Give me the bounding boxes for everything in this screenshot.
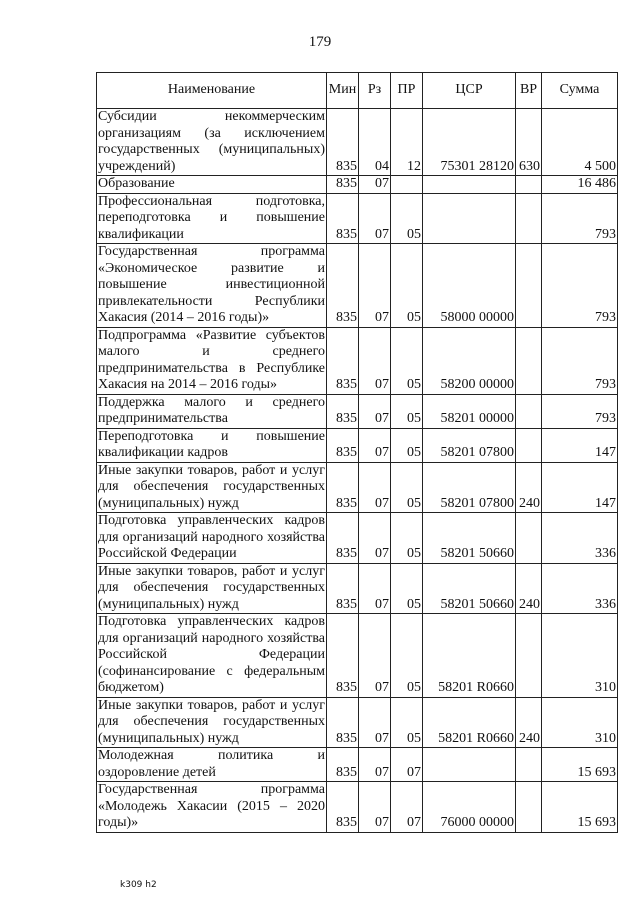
row-rz: 07 — [359, 244, 391, 328]
row-min: 835 — [327, 109, 359, 176]
row-rz: 04 — [359, 109, 391, 176]
row-rz: 07 — [359, 697, 391, 748]
row-pr: 05 — [391, 462, 423, 513]
row-csr — [423, 193, 516, 244]
row-pr: 07 — [391, 782, 423, 833]
row-pr: 05 — [391, 394, 423, 428]
row-name: Государственная программа «Экономическое развитие и повышение инвестиционной привлекательности Республики Хакасия (2014 – 2016 годы)» — [98, 244, 325, 325]
footer-code: k309 h2 — [120, 880, 157, 890]
table-row — [97, 109, 618, 176]
row-name: Государственная программа «Молодежь Хакасии (2015 – 2020 годы)» — [98, 782, 325, 830]
row-sum: 336 — [542, 513, 618, 564]
row-rz: 07 — [359, 614, 391, 698]
row-rz: 07 — [359, 462, 391, 513]
row-pr: 05 — [391, 614, 423, 698]
row-sum: 336 — [542, 563, 618, 614]
row-vr — [516, 428, 542, 462]
row-sum: 793 — [542, 244, 618, 328]
table-row — [97, 614, 618, 698]
row-min: 835 — [327, 327, 359, 394]
row-rz: 07 — [359, 394, 391, 428]
row-csr: 58201 00000 — [423, 394, 516, 428]
header-rz: Рз — [359, 73, 391, 109]
row-vr: 240 — [516, 697, 542, 748]
table-row — [97, 697, 618, 748]
row-pr: 05 — [391, 513, 423, 564]
row-sum: 147 — [542, 462, 618, 513]
page-number: 179 — [308, 34, 332, 50]
row-name: Образование — [97, 176, 327, 194]
header-pr: ПР — [391, 73, 423, 109]
row-sum: 16 486 — [542, 176, 618, 194]
row-name: Подготовка управленческих кадров для организаций народного хозяйства Российской Федерации (софинансирование с федеральным бюджетом) — [98, 614, 325, 695]
row-pr: 05 — [391, 193, 423, 244]
row-vr — [516, 394, 542, 428]
row-pr: 05 — [391, 244, 423, 328]
row-min: 835 — [327, 428, 359, 462]
table-row — [97, 244, 618, 328]
row-vr: 630 — [516, 109, 542, 176]
row-name: Иные закупки товаров, работ и услуг для обеспечения государственных (муниципальных) нужд — [98, 697, 325, 746]
header-sum: Сумма — [542, 73, 618, 109]
header-csr: ЦСР — [423, 73, 516, 109]
row-pr: 05 — [391, 563, 423, 614]
row-sum: 310 — [542, 614, 618, 698]
row-vr — [516, 748, 542, 782]
table-row — [97, 394, 618, 428]
row-vr — [516, 244, 542, 328]
row-min: 835 — [327, 782, 359, 833]
row-min: 835 — [327, 748, 359, 782]
row-vr — [516, 176, 542, 194]
row-vr — [516, 513, 542, 564]
table-row — [97, 327, 618, 394]
row-pr: 07 — [391, 748, 423, 782]
row-name: Иные закупки товаров, работ и услуг для обеспечения государственных (муниципальных) нужд — [98, 563, 325, 612]
row-rz: 07 — [359, 513, 391, 564]
row-rz: 07 — [359, 748, 391, 782]
row-name: Профессиональная подготовка, переподготовка и повышение квалификации — [98, 193, 325, 242]
row-sum: 15 693 — [542, 782, 618, 833]
row-csr: 58201 50660 — [423, 513, 516, 564]
row-name: Иные закупки товаров, работ и услуг для обеспечения государственных (муниципальных) нужд — [98, 462, 325, 511]
table-row — [97, 193, 618, 244]
row-csr: 76000 00000 — [423, 782, 516, 833]
row-name: Подпрограмма «Развитие субъектов малого и среднего предпринимательства в Республике Хакасия на 2014 – 2016 годы» — [98, 327, 325, 392]
table-row — [97, 513, 618, 564]
row-csr: 58201 R0660 — [423, 614, 516, 698]
row-csr: 58201 R0660 — [423, 697, 516, 748]
row-min: 835 — [327, 697, 359, 748]
row-csr — [423, 176, 516, 194]
row-rz: 07 — [359, 563, 391, 614]
row-name: Субсидии некоммерческим организациям (за исключением государственных (муниципальных) учреждений) — [98, 109, 325, 174]
row-vr — [516, 614, 542, 698]
row-pr: 05 — [391, 428, 423, 462]
row-csr: 58000 00000 — [423, 244, 516, 328]
table-row — [97, 462, 618, 513]
budget-table — [96, 72, 618, 833]
row-name: Молодежная политика и оздоровление детей — [98, 748, 325, 780]
row-csr: 58201 50660 — [423, 563, 516, 614]
header-name: Наименование — [97, 73, 327, 109]
table-header-row — [97, 73, 618, 109]
table-row — [97, 782, 618, 833]
table-row — [97, 428, 618, 462]
row-csr: 58201 07800 — [423, 462, 516, 513]
row-min: 835 — [327, 563, 359, 614]
row-name: Поддержка малого и среднего предпринимательства — [98, 394, 325, 426]
header-vr: ВР — [516, 73, 542, 109]
row-sum: 15 693 — [542, 748, 618, 782]
row-pr — [391, 176, 423, 194]
row-rz: 07 — [359, 193, 391, 244]
row-rz: 07 — [359, 176, 391, 194]
row-vr — [516, 782, 542, 833]
row-vr: 240 — [516, 462, 542, 513]
header-min: Мин — [327, 73, 359, 109]
row-pr: 05 — [391, 697, 423, 748]
row-csr — [423, 748, 516, 782]
row-min: 835 — [327, 394, 359, 428]
row-rz: 07 — [359, 327, 391, 394]
row-sum: 793 — [542, 193, 618, 244]
row-csr: 75301 28120 — [423, 109, 516, 176]
row-vr — [516, 193, 542, 244]
table-row — [97, 176, 618, 194]
row-sum: 4 500 — [542, 109, 618, 176]
row-min: 835 — [327, 462, 359, 513]
row-min: 835 — [327, 614, 359, 698]
row-sum: 793 — [542, 327, 618, 394]
row-sum: 793 — [542, 394, 618, 428]
row-name: Подготовка управленческих кадров для организаций народного хозяйства Российской Федерации — [98, 513, 325, 561]
table-row — [97, 563, 618, 614]
row-csr: 58200 00000 — [423, 327, 516, 394]
row-pr: 05 — [391, 327, 423, 394]
row-min: 835 — [327, 193, 359, 244]
row-min: 835 — [327, 244, 359, 328]
row-sum: 147 — [542, 428, 618, 462]
row-pr: 12 — [391, 109, 423, 176]
row-name: Переподготовка и повышение квалификации кадров — [98, 428, 325, 460]
row-sum: 310 — [542, 697, 618, 748]
row-vr — [516, 327, 542, 394]
row-vr: 240 — [516, 563, 542, 614]
row-min: 835 — [327, 176, 359, 194]
row-min: 835 — [327, 513, 359, 564]
table-row — [97, 748, 618, 782]
row-rz: 07 — [359, 782, 391, 833]
row-csr: 58201 07800 — [423, 428, 516, 462]
row-rz: 07 — [359, 428, 391, 462]
